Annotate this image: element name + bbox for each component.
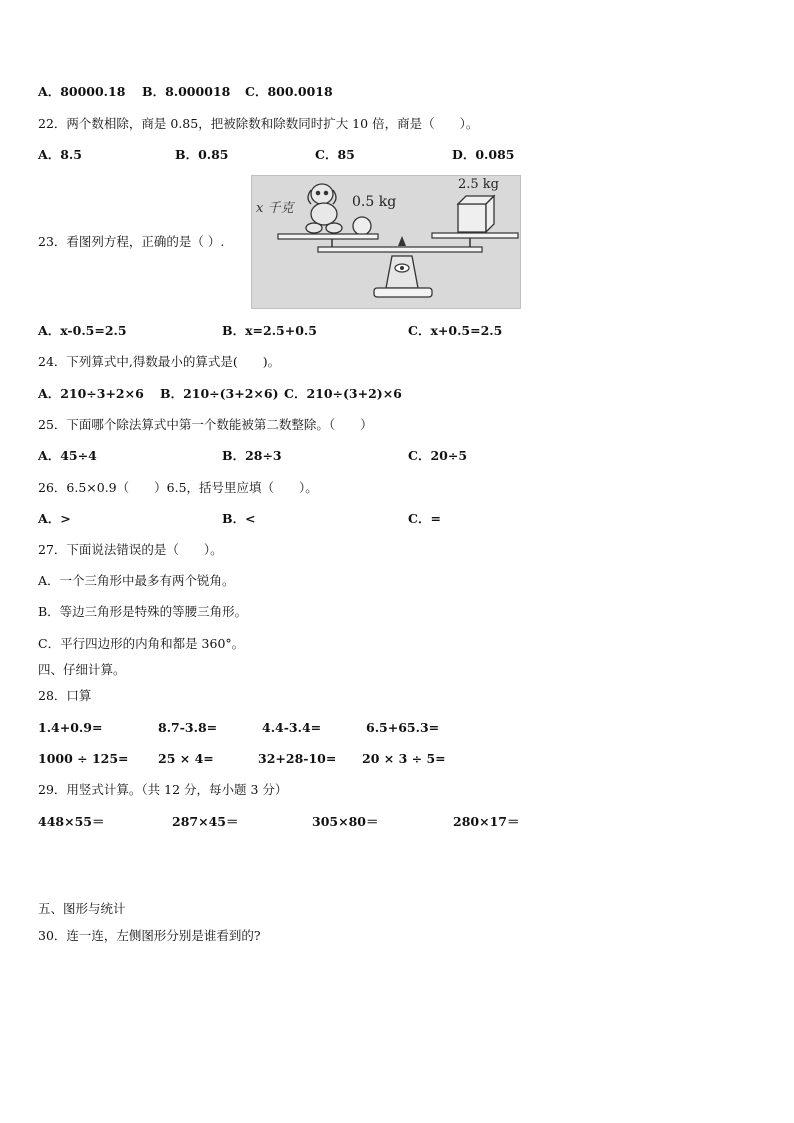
q23-option-a: A．x-0.5=2.5: [38, 323, 127, 338]
q27-stem: 27．下面说法错误的是（ ）。: [38, 542, 223, 557]
q25-option-b: B．28÷3: [222, 448, 282, 463]
q22-stem: 22．两个数相除，商是 0.85，把被除数和除数同时扩大 10 倍，商是（ ）。: [38, 116, 479, 131]
q29-item1: 448×55＝: [38, 814, 105, 829]
q29-item4: 280×17＝: [453, 814, 520, 829]
q28-stem: 28．口算: [38, 688, 92, 703]
dog-toy-icon: [306, 184, 342, 233]
ball-icon: [353, 217, 371, 235]
q26-option-a: A．>: [38, 511, 71, 526]
left-pan: [278, 234, 378, 239]
q21-option-c: C．800.0018: [245, 84, 333, 99]
q28-row2-item1: 1000 ÷ 125=: [38, 751, 129, 766]
q21-option-b: B．8.000018: [142, 84, 231, 99]
q26-stem: 26．6.5×0.9（ ）6.5，括号里应填（ ）。: [38, 480, 318, 495]
q22-option-b: B．0.85: [175, 147, 229, 162]
q23-stem: 23．看图列方程，正确的是（ ）.: [38, 234, 225, 249]
q29-item2: 287×45＝: [172, 814, 239, 829]
q25-stem: 25．下面哪个除法算式中第一个数能被第二数整除。（ ）: [38, 417, 373, 432]
q28-row2-item3: 32+28-10=: [258, 751, 337, 766]
q29-stem: 29．用竖式计算。（共 12 分，每小题 3 分）: [38, 782, 288, 797]
q28-row2-item2: 25 × 4=: [158, 751, 214, 766]
q26-option-c: C．=: [408, 511, 441, 526]
q26-option-b: B．<: [222, 511, 256, 526]
q21-option-a: A．80000.18: [38, 84, 126, 99]
q24-option-b: B．210÷(3+2×6): [160, 386, 279, 401]
q22-option-a: A．8.5: [38, 147, 82, 162]
q25-option-c: C．20÷5: [408, 448, 468, 463]
q25-option-a: A．45÷4: [38, 448, 97, 463]
q22-option-c: C．85: [315, 147, 355, 162]
q28-row1-item2: 8.7-3.8=: [158, 720, 218, 735]
section-5-heading: 五、图形与统计: [38, 901, 126, 916]
q23-option-b: B．x=2.5+0.5: [222, 323, 317, 338]
q28-row1-item3: 4.4-3.4=: [262, 720, 322, 735]
q27-option-c: C．平行四边形的内角和都是 360°。: [38, 636, 245, 651]
middle-weight-label: 0.5 kg: [352, 194, 397, 210]
left-weight-label: x 千克: [256, 201, 294, 216]
q24-option-c: C．210÷(3+2)×6: [284, 386, 402, 401]
section-4-heading: 四、仔细计算。: [38, 662, 126, 677]
q23-option-c: C．x+0.5=2.5: [408, 323, 503, 338]
balance-scale-figure: [251, 175, 521, 309]
q27-option-b: B．等边三角形是特殊的等腰三角形。: [38, 604, 248, 619]
q22-option-d: D．0.085: [452, 147, 515, 162]
q28-row1-item1: 1.4+0.9=: [38, 720, 103, 735]
scale-beam: [318, 247, 482, 252]
q27-option-a: A．一个三角形中最多有两个锐角。: [38, 573, 235, 588]
q24-option-a: A．210÷3+2×6: [38, 386, 144, 401]
right-pan: [432, 233, 518, 238]
q28-row2-item4: 20 × 3 ÷ 5=: [362, 751, 446, 766]
q30-stem: 30．连一连，左侧图形分别是谁看到的?: [38, 928, 261, 943]
q24-stem: 24．下列算式中,得数最小的算式是( )。: [38, 354, 281, 369]
scale-pointer: [398, 236, 406, 246]
cube-icon: [458, 196, 494, 232]
q28-row1-item4: 6.5+65.3=: [366, 720, 440, 735]
q29-item3: 305×80＝: [312, 814, 379, 829]
scale-base: [374, 288, 432, 297]
right-weight-label: 2.5 kg: [458, 177, 500, 192]
